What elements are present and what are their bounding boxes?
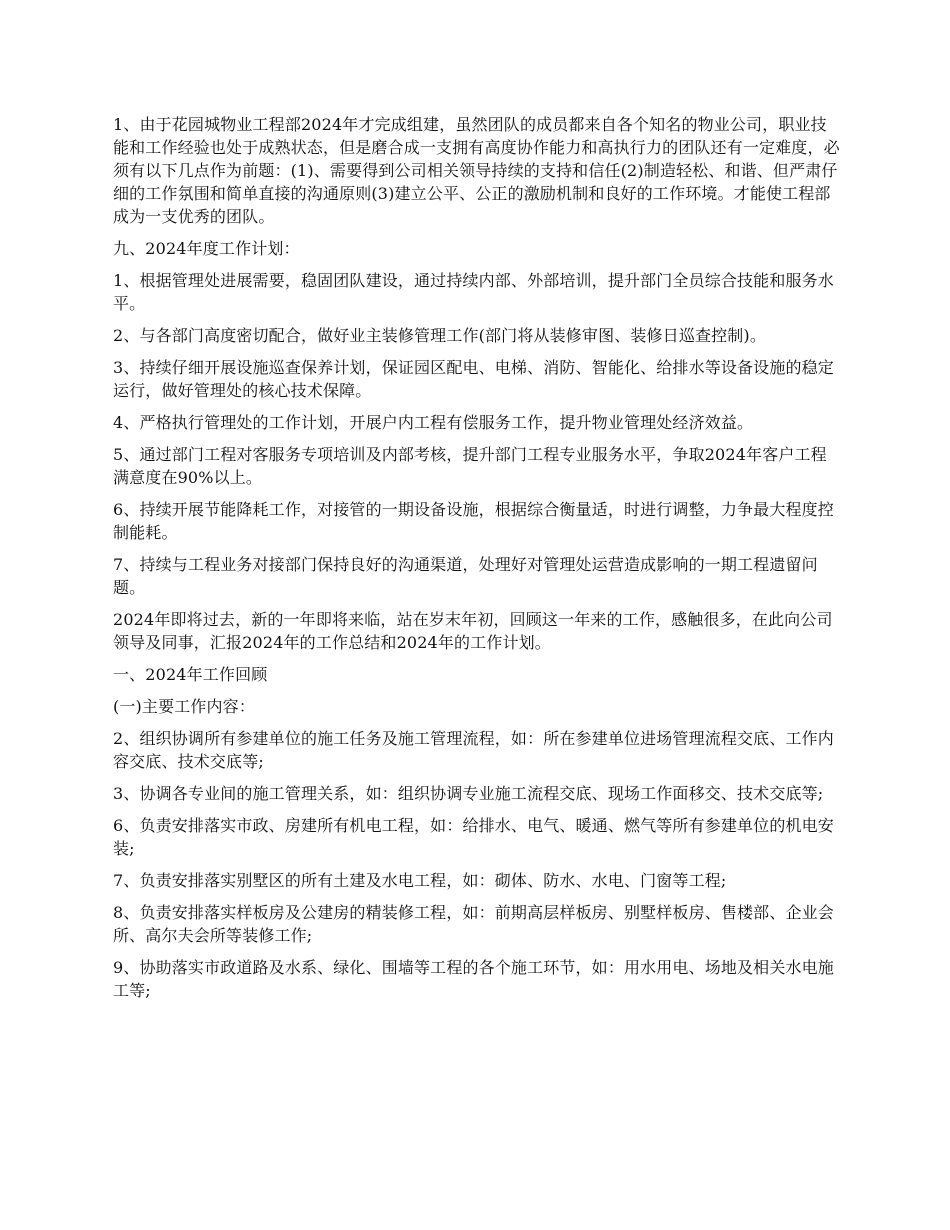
heading-work-review: 一、2024年工作回顾: [113, 665, 268, 684]
paragraph-plan-5: 5、通过部门工程对客服务专项培训及内部考核，提升部门工程专业服务水平，争取2024年客户工程满意度在90%以上。: [113, 445, 827, 487]
paragraph-plan-4: 4、严格执行管理处的工作计划，开展户内工程有偿服务工作，提升物业管理处经济效益。: [113, 413, 754, 432]
paragraph-intro-summary: 2024年即将过去，新的一年即将来临，站在岁末年初，回顾这一年来的工作，感触很多，在此向公司领导及同事，汇报2024年的工作总结和2024年的工作计划。: [113, 610, 833, 652]
paragraph-plan-2: 2、与各部门高度密切配合，做好业主装修管理工作(部门将从装修审图、装修日巡查控制)。: [113, 326, 766, 345]
paragraph-team-building: 1、由于花园城物业工程部2024年才完成组建，虽然团队的成员都来自各个知名的物业公司，职业技能和工作经验也处于成熟状态，但是磨合成一支拥有高度协作能力和高执行力的团队还有一定难度，必须有以下几点作为前题：(1)、需要得到公司相关领导持续的支持和信任(2)制造轻松、和谐、但严肃仔细的工作氛围和简单直接的沟通原则(3)建立公平、公正的激励机制和良好的工作环境。才能使工程部成为一支优秀的团队。: [113, 115, 840, 226]
paragraph-review-8: 8、负责安排落实样板房及公建房的精装修工程，如：前期高层样板房、别墅样板房、售楼部、企业会所、高尔夫会所等装修工作;: [113, 903, 834, 945]
subheading-main-work: (一)主要工作内容：: [113, 697, 255, 716]
paragraph-review-3: 3、协调各专业间的施工管理关系，如：组织协调专业施工流程交底、现场工作面移交、技术交底等;: [113, 784, 824, 803]
paragraph-plan-6: 6、持续开展节能降耗工作，对接管的一期设备设施，根据综合衡量适，时进行调整，力争最大程度控制能耗。: [113, 500, 834, 542]
paragraph-plan-7: 7、持续与工程业务对接部门保持良好的沟通渠道，处理好对管理处运营造成影响的一期工程遗留问题。: [113, 555, 818, 597]
paragraph-review-9: 9、协助落实市政道路及水系、绿化、围墙等工程的各个施工环节，如：用水用电、场地及相关水电施工等;: [113, 958, 834, 1000]
paragraph-review-2: 2、组织协调所有参建单位的施工任务及施工管理流程，如：所在参建单位进场管理流程交底、工作内容交底、技术交底等;: [113, 729, 834, 771]
paragraph-review-6: 6、负责安排落实市政、房建所有机电工程，如：给排水、电气、暖通、燃气等所有参建单位的机电安装;: [113, 816, 834, 858]
paragraph-plan-3: 3、持续仔细开展设施巡查保养计划，保证园区配电、电梯、消防、智能化、给排水等设备设施的稳定运行，做好管理处的核心技术保障。: [113, 358, 834, 400]
document-body: [113, 113, 841, 1011]
paragraph-review-7: 7、负责安排落实别墅区的所有土建及水电工程，如：砌体、防水、水电、门窗等工程;: [113, 871, 727, 890]
heading-work-plan: 九、2024年度工作计划：: [113, 239, 300, 258]
paragraph-plan-1: 1、根据管理处进展需要，稳固团队建设，通过持续内部、外部培训，提升部门全员综合技能和服务水平。: [113, 271, 834, 313]
